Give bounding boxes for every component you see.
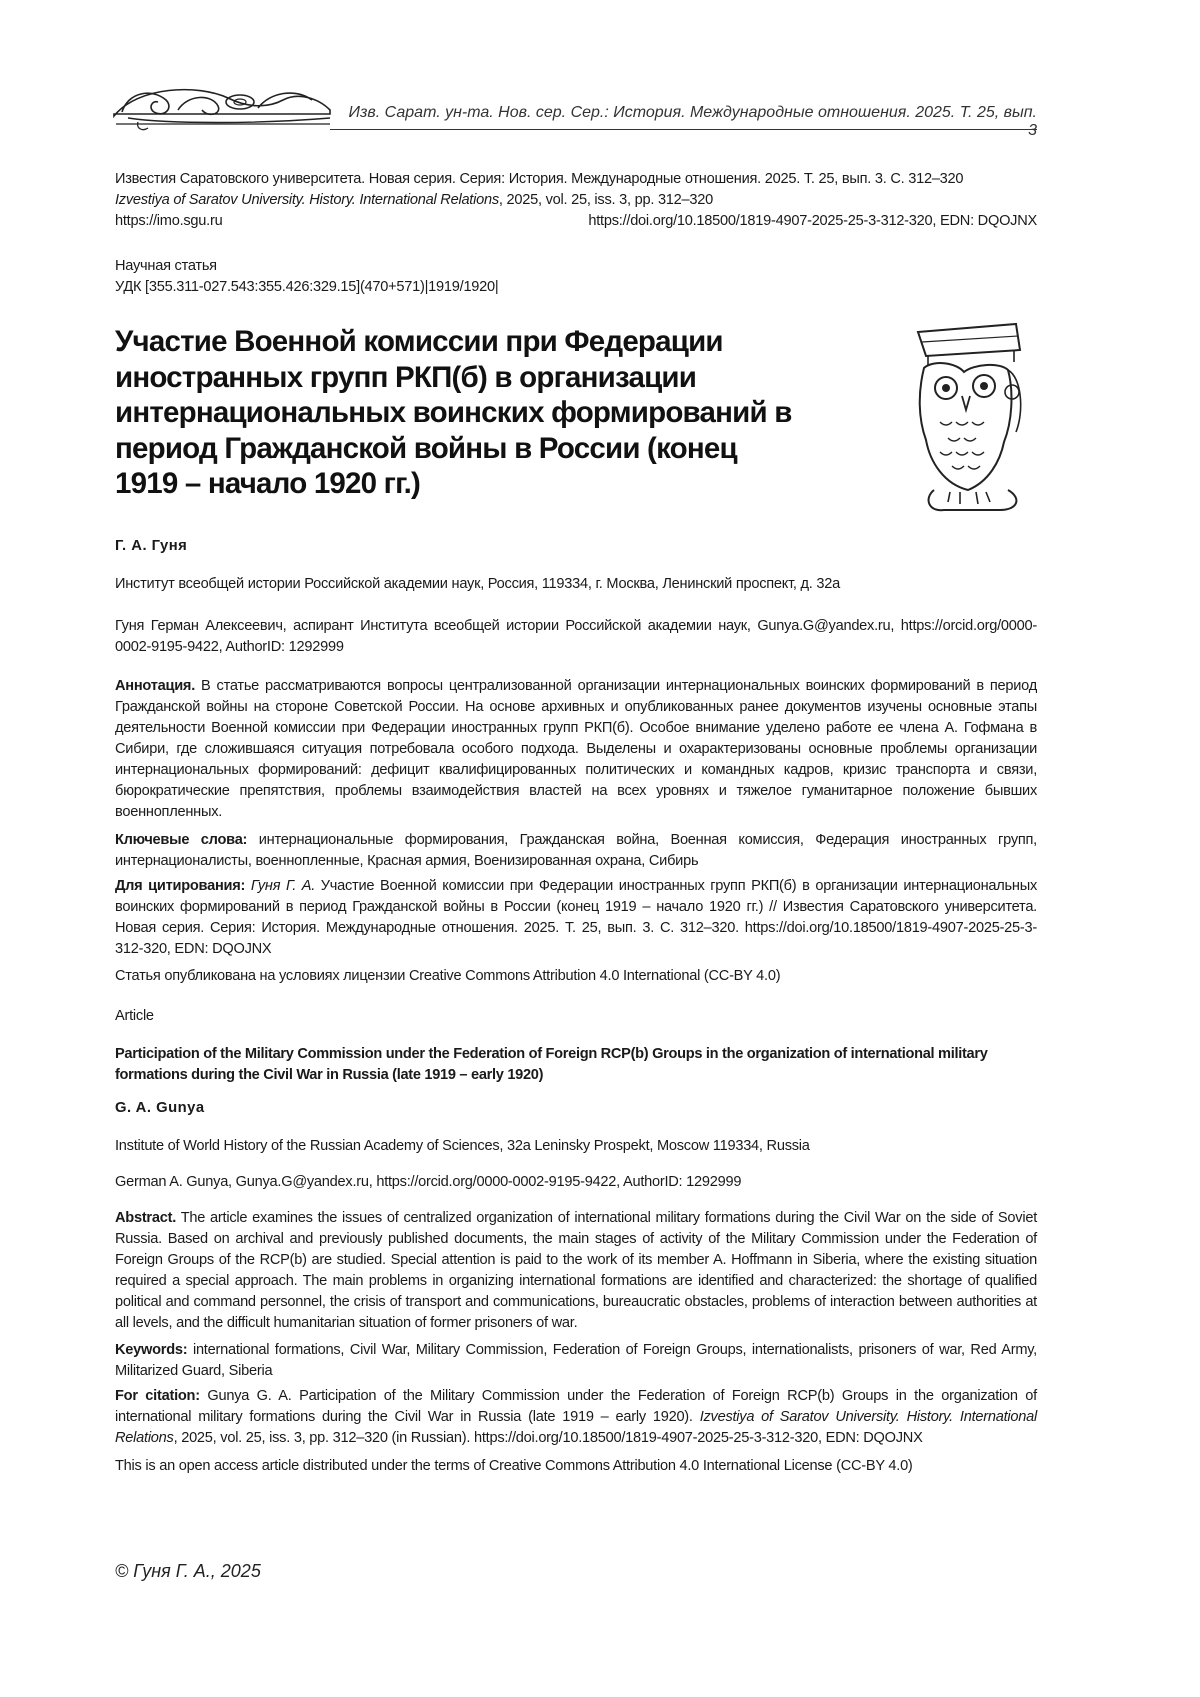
article-type-block (115, 256, 1037, 298)
citation-en-label: For citation: (115, 1388, 200, 1404)
article-title-ru: Участие Военной комиссии при Федерации иностранных групп РКП(б) в организации интернациональных воинских формирований в период Гражданской войны в России (конец 1919 – начало 1920 гг.) (115, 324, 805, 502)
site-url-link[interactable]: https://imo.sgu.ru (115, 211, 222, 232)
copyright-notice: © Гуня Г. А., 2025 (115, 1561, 261, 1582)
journal-ornament-logo (108, 78, 338, 134)
affiliation-ru: Институт всеобщей истории Российской академии наук, Россия, 119334, г. Москва, Ленинский проспект, д. 32а (115, 574, 1037, 595)
abstract-ru-label: Аннотация. (115, 678, 195, 694)
citation-ru-text: Участие Военной комиссии при Федерации иностранных групп РКП(б) в организации интернациональных воинских формирований в период Гражданской войны в России (конец 1919 – начало 1920 гг.) // Известия Саратовского университета. Новая серия. Серия: История. Международные отношения. 2025. Т. 25, вып. 3. С. 312–320. https://doi.org/10.18500/1819-4907-2025-25-3-312-320, EDN: DQOJNX (115, 878, 1037, 957)
keywords-en-label: Keywords: (115, 1342, 187, 1358)
running-header: Изв. Сарат. ун-та. Нов. сер. Сер.: История. Международные отношения. 2025. Т. 25, вып. 3 (340, 104, 1037, 140)
citation-ru (115, 876, 1037, 960)
keywords-ru (115, 830, 1037, 872)
abstract-ru (115, 676, 1037, 823)
citation-en (115, 1386, 1037, 1449)
abstract-ru-text: В статье рассматриваются вопросы централизованной организации интернациональных воинских формирований в период Гражданской войны на стороне Советской России. На основе архивных и опубликованных ранее документов изучены основные этапы деятельности Военной комиссии при Федерации иностранных групп РКП(б). Особое внимание уделено работе ее члена А. Гофмана в Сибири, где сложившаяся ситуация потребовала особого подхода. Выделены и охарактеризованы основные проблемы организации интернациональных формирований: дефицит квалифицированных политических и командных кадров, кризис транспорта и связи, бюрократические препятствия, проблемы взаимодействия властей на всех уровнях и тяжелое гуманитарное положение бывших военнопленных. (115, 678, 1037, 820)
citation-en-journal: Izvestiya of Saratov University. History. International Relations (115, 1409, 1037, 1446)
journal-en-issue: , 2025, vol. 25, iss. 3, pp. 312–320 (499, 192, 713, 208)
journal-en-name: Izvestiya of Saratov University. History. International Relations (115, 192, 499, 208)
author-en: G. A. Gunya (115, 1100, 1037, 1116)
abstract-en-label: Abstract. (115, 1210, 176, 1226)
keywords-ru-text: интернациональные формирования, Гражданская война, Военная комиссия, Федерация иностранных групп, интернационалисты, военнопленные, Красная армия, Военизированная охрана, Сибирь (115, 832, 1037, 869)
journal-ru-line: Известия Саратовского университета. Новая серия. Серия: История. Международные отношения. 2025. Т. 25, вып. 3. С. 312–320 (115, 169, 1037, 190)
article-title-en: Participation of the Military Commission under the Federation of Foreign RCP(b) Groups in the organization of international military formations during the Civil War in Russia (late 1919 – early 1920) (115, 1044, 1037, 1086)
citation-ru-label: Для цитирования: (115, 878, 245, 894)
journal-en-line (115, 190, 1037, 211)
publication-meta (115, 169, 1037, 232)
author-info-ru: Гуня Герман Алексеевич, аспирант Института всеобщей истории Российской академии наук, Gunya.G@yandex.ru, https://orcid.org/0000-0002-9195-9422, AuthorID: 1292999 (115, 616, 1037, 658)
doi-link[interactable]: https://doi.org/10.18500/1819-4907-2025-25-3-312-320, EDN: DQOJNX (588, 211, 1037, 232)
article-type-en: Article (115, 1006, 1037, 1027)
license-en: This is an open access article distributed under the terms of Creative Commons Attribution 4.0 International License (CC-BY 4.0) (115, 1456, 1037, 1477)
header-rule (330, 129, 1037, 130)
license-ru: Статья опубликована на условиях лицензии Creative Commons Attribution 4.0 International (CC-BY 4.0) (115, 966, 1037, 987)
citation-ru-author: Гуня Г. А. (245, 878, 315, 894)
abstract-en-text: The article examines the issues of centralized organization of international military formations during the Civil War on the side of Soviet Russia. Based on archival and previously published documents, the main stages of activity of the Military Commission under the Federation of Foreign Groups of the RCP(b) are studied. Special attention is paid to the work of its member A. Hoffmann in Siberia, where the existing situation required a special approach. The main problems in organizing international formations are identified and characterized: the shortage of qualified political and command personnel, the crisis of transport and communications, bureaucratic obstacles, problems of interaction between authorities at all levels, and the difficult humanitarian situation of former prisoners of war. (115, 1210, 1037, 1331)
keywords-ru-label: Ключевые слова: (115, 832, 247, 848)
article-type-ru: Научная статья (115, 256, 1037, 277)
affiliation-en: Institute of World History of the Russian Academy of Sciences, 32a Leninsky Prospekt, Moscow 119334, Russia (115, 1136, 1037, 1157)
author-ru: Г. А. Гуня (115, 538, 1037, 554)
citation-en-text-before: Gunya G. A. Participation of the Military Commission under the Federation of Foreign RCP(b) Groups in the organization of international military formations during the Civil War in Russia (late 1919 – early 1920). (115, 1388, 1037, 1425)
keywords-en (115, 1340, 1037, 1382)
owl-emblem-icon (904, 322, 1030, 518)
author-info-en: German A. Gunya, Gunya.G@yandex.ru, https://orcid.org/0000-0002-9195-9422, AuthorID: 1292999 (115, 1172, 1037, 1193)
citation-en-text-after: , 2025, vol. 25, iss. 3, pp. 312–320 (in Russian). https://doi.org/10.18500/1819-4907-2025-25-3-312-320, EDN: DQOJNX (174, 1430, 923, 1446)
keywords-en-text: international formations, Civil War, Military Commission, Federation of Foreign Groups, internationalists, prisoners of war, Red Army, Militarized Guard, Siberia (115, 1342, 1037, 1379)
udc-code: УДК [355.311-027.543:355.426:329.15](470+571)|1919/1920| (115, 277, 1037, 298)
urls-row (115, 211, 1037, 232)
abstract-en (115, 1208, 1037, 1334)
